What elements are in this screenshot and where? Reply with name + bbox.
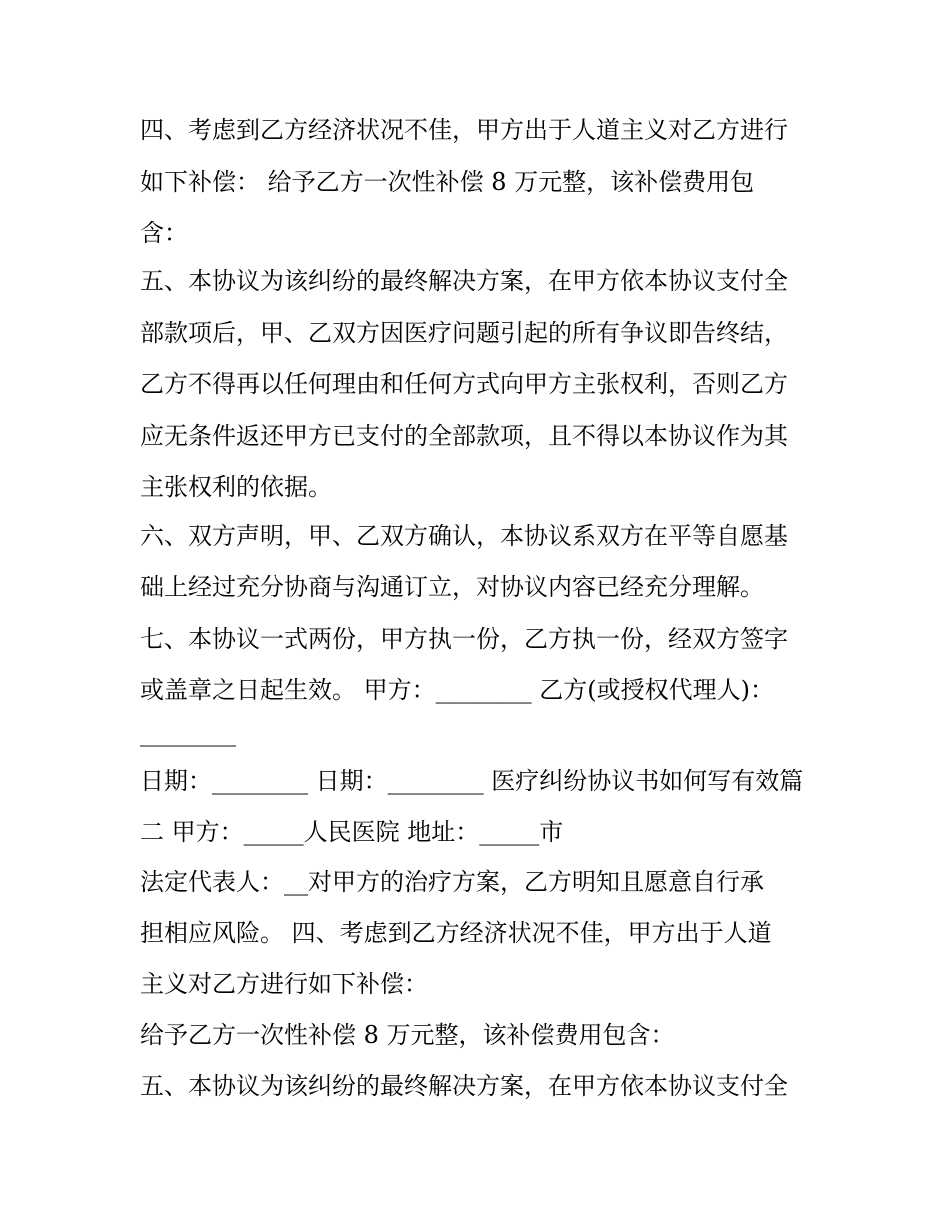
text-line: 或盖章之日起生效。 甲方：________ 乙方(或授权代理人)：: [140, 676, 774, 704]
text-line: 部款项后，甲、乙双方因医疗问题引起的所有争议即告终结，: [140, 319, 788, 347]
text-line: 如下补偿： 给予乙方一次性补偿 8 万元整，该补偿费用包: [140, 168, 755, 196]
text-line: 给予乙方一次性补偿 8 万元整，该补偿费用包含：: [140, 1021, 675, 1049]
text-line: 二 甲方：_____人民医院 地址：_____市: [140, 818, 564, 846]
text-line: 五、本协议为该纠纷的最终解决方案，在甲方依本协议支付全: [140, 1072, 788, 1100]
text-line: 础上经过充分协商与沟通订立，对协议内容已经充分理解。: [140, 573, 764, 601]
text-line: 法定代表人：__对甲方的治疗方案，乙方明知且愿意自行承: [140, 868, 764, 896]
text-line: 五、本协议为该纠纷的最终解决方案，在甲方依本协议支付全: [140, 267, 788, 295]
text-line: ________: [140, 719, 236, 747]
text-line: 应无条件返还甲方已支付的全部款项，且不得以本协议作为其: [140, 422, 788, 450]
text-line: 四、考虑到乙方经济状况不佳，甲方出于人道主义对乙方进行: [140, 116, 788, 144]
text-line: 六、双方声明，甲、乙双方确认，本协议系双方在平等自愿基: [140, 522, 788, 550]
text-line: 七、本协议一式两份，甲方执一份，乙方执一份，经双方签字: [140, 625, 788, 653]
text-line: 担相应风险。 四、考虑到乙方经济状况不佳，甲方出于人道: [140, 919, 772, 947]
text-line: 含：: [140, 219, 188, 247]
text-line: 主义对乙方进行如下补偿：: [140, 970, 428, 998]
text-line: 主张权利的依据。: [140, 473, 332, 501]
text-line: 乙方不得再以任何理由和任何方式向甲方主张权利，否则乙方: [140, 370, 788, 398]
text-line: 日期：________ 日期：________ 医疗纠纷协议书如何写有效篇: [140, 767, 804, 795]
